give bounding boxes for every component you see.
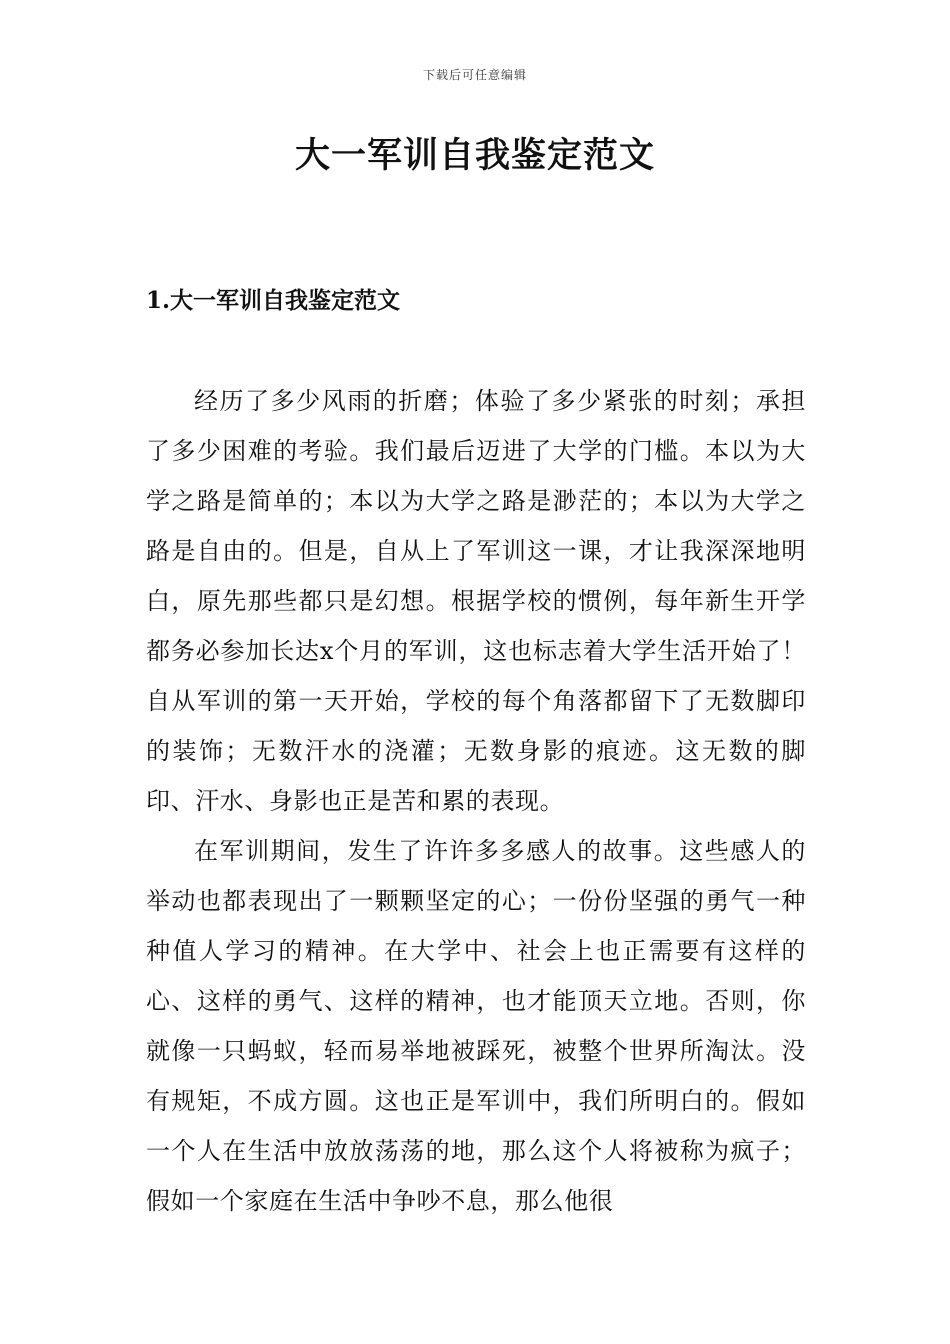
section-heading: 1.大一军训自我鉴定范文	[146, 287, 401, 314]
paragraph: 在军训期间，发生了许许多多感人的故事。这些感人的举动也都表现出了一颗颗坚定的心；一份份坚强的勇气一种种值人学习的精神。在大学中、社会上也正需要有这样的心、这样的勇气、这样的精神，也才能顶天立地。否则，你就像一只蚂蚁，轻而易举地被踩死，被整个世界所淘汰。没有规矩，不成方圆。这也正是军训中，我们所明白的。假如一个人在生活中放放荡荡的地，那么这个人将被称为疯子；假如一个家庭在生活中争吵不息，那么他很	[146, 837, 806, 1215]
body-text	[146, 376, 806, 1226]
header-note: 下载后可任意编辑	[422, 68, 527, 82]
document-title: 大一军训自我鉴定范文	[294, 136, 655, 176]
paragraph: 经历了多少风雨的折磨；体验了多少紧张的时刻；承担了多少困难的考验。我们最后迈进了大学的门槛。本以为大学之路是简单的；本以为大学之路是渺茫的；本以为大学之路是自由的。但是，自从上了军训这一课，才让我深深地明白，原先那些都只是幻想。根据学校的惯例，每年新生开学都务必参加长达x个月的军训，这也标志着大学生活开始了！自从军训的第一天开始，学校的每个角落都留下了无数脚印的装饰；无数汗水的浇灌；无数身影的痕迹。这无数的脚印、汗水、身影也正是苦和累的表现。	[146, 387, 806, 815]
